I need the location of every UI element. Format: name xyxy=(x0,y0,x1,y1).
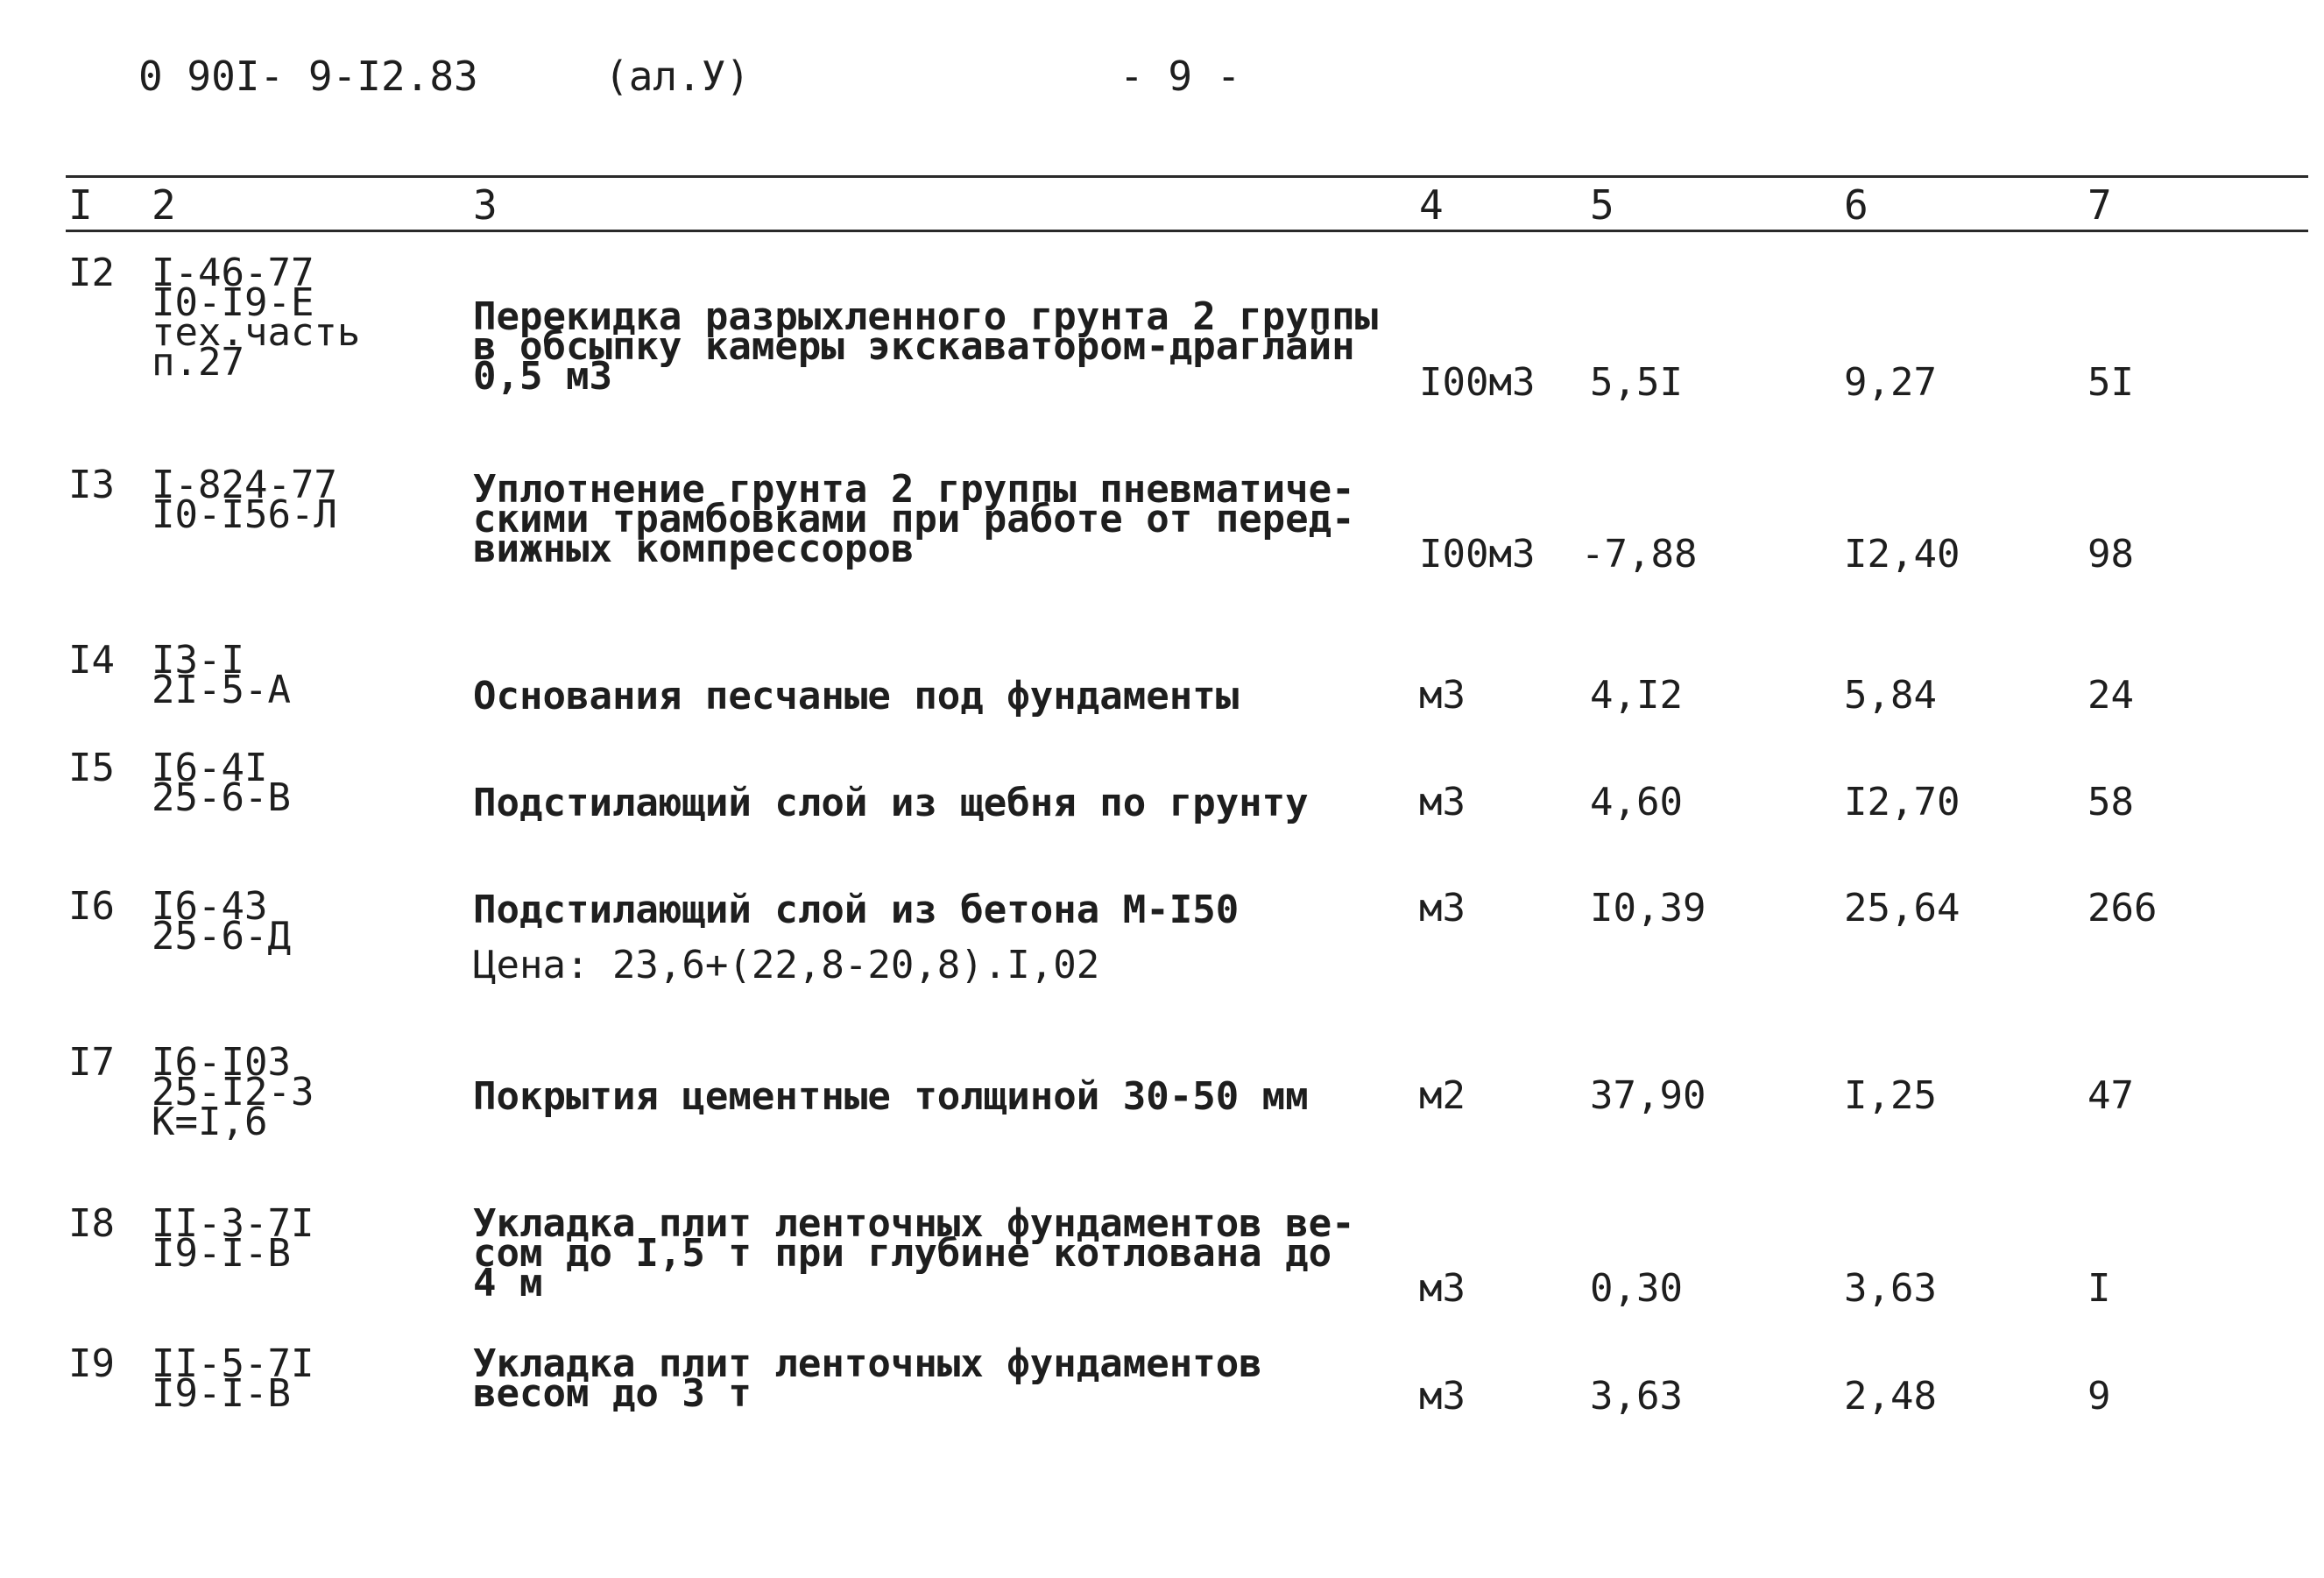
row-number: I9 xyxy=(68,1341,115,1386)
quantity: I0,39 xyxy=(1590,886,1706,931)
unit-price: I,25 xyxy=(1844,1073,1937,1118)
total-cost: 47 xyxy=(2087,1073,2134,1118)
unit-price: 3,63 xyxy=(1844,1266,1937,1311)
quantity: 4,I2 xyxy=(1590,673,1683,718)
norm-code: I-46-77 I0-I9-E тех.часть п.27 xyxy=(152,251,361,385)
column-header-6: 6 xyxy=(1844,181,1868,229)
total-cost: 9 xyxy=(2087,1374,2111,1419)
column-header-3: 3 xyxy=(473,181,498,229)
unit-price: 2,48 xyxy=(1844,1374,1937,1419)
unit: м3 xyxy=(1419,1374,1466,1419)
unit: м3 xyxy=(1419,780,1466,824)
work-description: Подстилающий слой из щебня по грунту xyxy=(473,781,1309,825)
unit: I00м3 xyxy=(1419,532,1536,577)
quantity: 3,63 xyxy=(1590,1374,1683,1419)
work-description: Уплотнение грунта 2 группы пневматиче- скими трамбовками при работе от перед- вижных компрессоров xyxy=(473,467,1355,571)
work-description: Укладка плит ленточных фундаментов ве- сом до I,5 т при глубине котлована до 4 м xyxy=(473,1201,1355,1306)
total-cost: I xyxy=(2087,1266,2111,1311)
row-number: I3 xyxy=(68,463,115,507)
quantity: 4,60 xyxy=(1590,780,1683,824)
unit-price: 5,84 xyxy=(1844,673,1937,718)
unit: м3 xyxy=(1419,886,1466,931)
unit-price: 25,64 xyxy=(1844,886,1960,931)
norm-code: I6-I03 25-I2-3 К=I,6 xyxy=(152,1040,314,1144)
work-description: Основания песчаные под фундаменты xyxy=(473,674,1240,718)
price-formula: Цена: 23,6+(22,8-20,8).I,02 xyxy=(473,943,1100,987)
unit: I00м3 xyxy=(1419,360,1536,405)
work-description: Покрытия цементные толщиной 30-50 мм xyxy=(473,1074,1309,1119)
row-number: I4 xyxy=(68,638,115,683)
work-description: Подстилающий слой из бетона М-I50 xyxy=(473,888,1240,932)
column-header-2: 2 xyxy=(152,181,176,229)
column-header-7: 7 xyxy=(2087,181,2112,229)
quantity: 0,30 xyxy=(1590,1266,1683,1311)
work-description: Перекидка разрыхленного грунта 2 группы в обсыпку камеры экскаватором-драглайн 0,5 м3 xyxy=(473,294,1379,399)
quantity: 37,90 xyxy=(1590,1073,1706,1118)
norm-code: II-3-7I I9-I-В xyxy=(152,1201,314,1276)
column-header-4: 4 xyxy=(1419,181,1444,229)
document-code: 0 90I- 9-I2.83 xyxy=(138,53,478,100)
unit-price: I2,70 xyxy=(1844,780,1960,824)
norm-code: I6-43 25-6-Д xyxy=(152,884,291,959)
quantity: -7,88 xyxy=(1581,532,1698,577)
table-header-rule xyxy=(66,230,2308,232)
row-number: I7 xyxy=(68,1040,115,1085)
unit: м3 xyxy=(1419,1266,1466,1311)
total-cost: 24 xyxy=(2087,673,2134,718)
quantity: 5,5I xyxy=(1590,360,1683,405)
row-number: I5 xyxy=(68,746,115,790)
row-number: I8 xyxy=(68,1201,115,1246)
table-top-rule xyxy=(66,175,2308,178)
unit: м2 xyxy=(1419,1073,1466,1118)
row-number: I6 xyxy=(68,884,115,929)
norm-code: I6-4I 25-6-В xyxy=(152,746,291,820)
total-cost: 58 xyxy=(2087,780,2134,824)
norm-code: I-824-77 I0-I56-Л xyxy=(152,463,337,537)
row-number: I2 xyxy=(68,251,115,295)
unit-price: 9,27 xyxy=(1844,360,1937,405)
unit-price: I2,40 xyxy=(1844,532,1960,577)
work-description: Укладка плит ленточных фундаментов весом до 3 т xyxy=(473,1341,1262,1416)
column-header-5: 5 xyxy=(1590,181,1614,229)
norm-code: II-5-7I I9-I-В xyxy=(152,1341,314,1416)
album-label: (ал.У) xyxy=(604,53,751,100)
unit: м3 xyxy=(1419,673,1466,718)
total-cost: 266 xyxy=(2087,886,2158,931)
norm-code: I3-I 2I-5-A xyxy=(152,638,291,712)
column-header-1: I xyxy=(68,181,93,229)
total-cost: 98 xyxy=(2087,532,2134,577)
page-number: - 9 - xyxy=(1120,53,1241,100)
total-cost: 5I xyxy=(2087,360,2134,405)
